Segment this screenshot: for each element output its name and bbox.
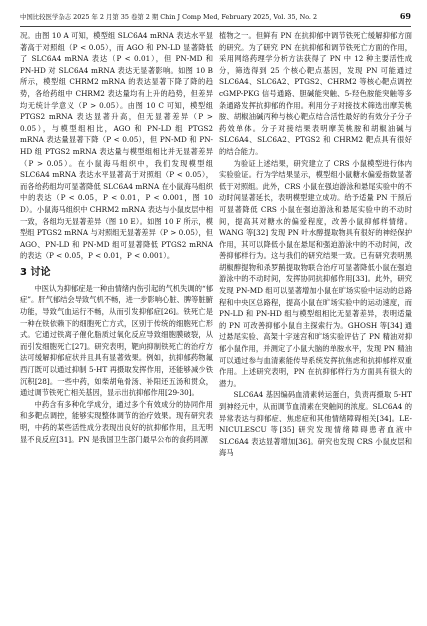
results-paragraph: 况。由图 10 A 可知，模型组 SLC6A4 mRNA 表达水平显著高于对照组（P < 0.05），而 AGO 和 PN-LD 显著降低了 SLC6A4 mRNA 表达（P < 0.01），但 PN-MD 和 PN-HD 对 SLC6A4 mRNA 表达无显著影响。如图 10 B 所示，模型组 CHRM2 mRNA 的表达显著下降了降的趋势，各给药组中 CHRM2 表达量均有上升的趋势，但差异均无统计学意义（P > 0.05）。由图 10 C 可知，模型组 PTGS2 mRNA 表达显著升高，但无显著差异（P > 0.05），与模型组相比，AGO 和 PN-LD 组 PTGS2 mRNA 表达量显著下降（P < 0.05），但 PN-MD 和 PN-HD 组 PTGS2 mRNA 表达量与模型组相比并无显著差异（P > 0.05）。在小鼠海马组织中，我们发现模型组 SLC6A4 mRNA 表达水平显著高于对照组（P < 0.05），而各给药组均可显著降低 SLC6A4 mRNA 在小鼠海马组织中的表达（P < 0.05，P < 0.01，P < 0.001，图 10 D）。小鼠海马组织中 CHRM2 mRNA 表达与小鼠皮层中相一致，各组均无显著差异（图 10 E）。如图 10 F 所示，模型组 PTGS2 mRNA 与对照组无显著差异（P > 0.05），但 AGO、PN-LD 和 PN-MD 组可显著降低 PTGS2 mRNA 的表达（P < 0.05，P < 0.01，P < 0.001）。 — [20, 31, 213, 261]
right-column — [219, 30, 412, 459]
discussion-paragraph-3: 植物之一。但鲜有 PN 在抗抑郁中调节铁死亡缓解抑郁方面的研究。为了研究 PN 在抗抑郁和调节铁死亡方面的作用，采用网络药理学分析方法获得了 PN 中 12 种主要活性成分，筛选得到 25 个核心靶点基因，发现 PN 可能通过 SLC6A4、SLC6A2、PTGS2、CHRM2 等核心靶点调控 cGMP-PKG 信号通路、胆碱能突触、5-羟色胺能突触等多条通路发挥抗抑郁的作用。利用分子对接技术筛选出摩芙桃胺、胡椒油碱丙种与核心靶点结合活性最好的有效分子分子药效单体。分子对接结果表明摩芙桃胺和胡椒油碱与 SLC6A4、SLC6A2、PTGS2 和 CHRM2 靶点具有很好的结合能力。 — [219, 31, 412, 156]
discussion-paragraph-2: 中药含有多种化学成分，通过多个有效成分的协同作用和多靶点调控，能够实现整体调节的治疗效果。现有研究表明，中药的某些活性成分表现出良好的抗抑郁作用，且无明显不良反应[31]。PN 是我国卫生部门最早公布的食药同源 — [20, 399, 213, 444]
discussion-paragraph-1: 中医认为抑郁症是一种由情绪内伤引起的气机失调的“郁症”。肝气郁结会导致气机不畅，进一步影响心脏、脾等脏腑功能，导致气血运行不畅，从而引发抑郁症[26]。铁死亡是一种在铁依赖下的细胞死亡方式，区别于传统的细胞死亡形式。它通过铁离子催化脂质过氧化反应导致细胞膜破裂，从而引发细胞死亡[27]。研究表明，靶向抑制铁死亡的治疗方法可缓解抑郁症状并且具有显著效果。例如，抗抑郁药物氟西汀既可以通过抑制 5-HT 再摄取发挥作用，还能够减少铁沉积[28]。一些中药，如柴胡龟骨汤、补阳还五汤和贯众，通过调节铁死亡相关基因，显示出抗抑郁作用[29-30]。 — [20, 283, 213, 398]
discussion-paragraph-5: SLC6A4 基因编码血清素转运蛋白，负责再摄取 5-HT 到神经元中，从而调节血清素在突触间的浓度。SLC6A4 的异常表达与抑郁症、焦虑症和其他情绪障碍相关[34]。LE-NICULESCU 等[35] 研究发现情绪障碍患者血液中 SLC6A4 表达显著增加[36]。研究也发现 CRS 小鼠皮层和海马 — [219, 390, 412, 458]
journal-citation: 中国比较医学杂志 2025 年 2 月第 35 卷第 2 期 Chin J Comp Med, February 2025, Vol. 35, No. 2 — [20, 12, 318, 21]
left-column — [20, 30, 213, 445]
section-heading-discussion: 3 讨论 — [20, 266, 51, 278]
page-number: 69 — [399, 11, 411, 21]
discussion-paragraph-4: 为验证上述结果，研究建立了 CRS 小鼠模型进行体内实验验证。行为学结果显示，模型组小鼠糖水偏爱指数显著低于对照组。此外，CRS 小鼠在强迫游泳和悬尾实验中的不动时间显著延长，表明模型建立成功。给予适量 PN 干预后可显著降低 CRS 小鼠在强迫游泳和悬尾实验中的不动时间，提高其对糖水的偏爱程度，改善小鼠抑郁样情绪。WANG 等[32] 发现 PN 叶水醇提取物具有很好的神经保护作用，其可以降低小鼠在悬尾和强迫游泳中的不动时间，改善抑郁样行为。这与我们的研究结果一致。已有研究表明黑胡椒醇提物和杀罗鹅提取物联合治疗可显著降低小鼠在强迫游泳中的不动时间，发挥协同抗抑郁作用[33]。此外，研究发现 PN-MD 组可以显著增加小鼠在旷场实验中运动的总路程和中央区总路程，提高小鼠在旷场实验中的运动速度，而 PN-LD 和 PN-HD 组与模型组相比无显著差异，表明适量的 PN 可改善抑郁小鼠自主探索行为。GHOSH 等[34] 通过悬尾实验、高架十字迷宫和旷场实验评估了 PN 精油对抑郁小鼠作用，并测定了小鼠大脑的单胺水平，发现 PN 精油可以通过参与血清素能传导系统发挥抗焦虑和抗抑郁样双重作用。上述研究表明，PN 在抗抑郁样行为方面具有很大的潜力。 — [219, 158, 412, 388]
running-header — [20, 9, 411, 27]
